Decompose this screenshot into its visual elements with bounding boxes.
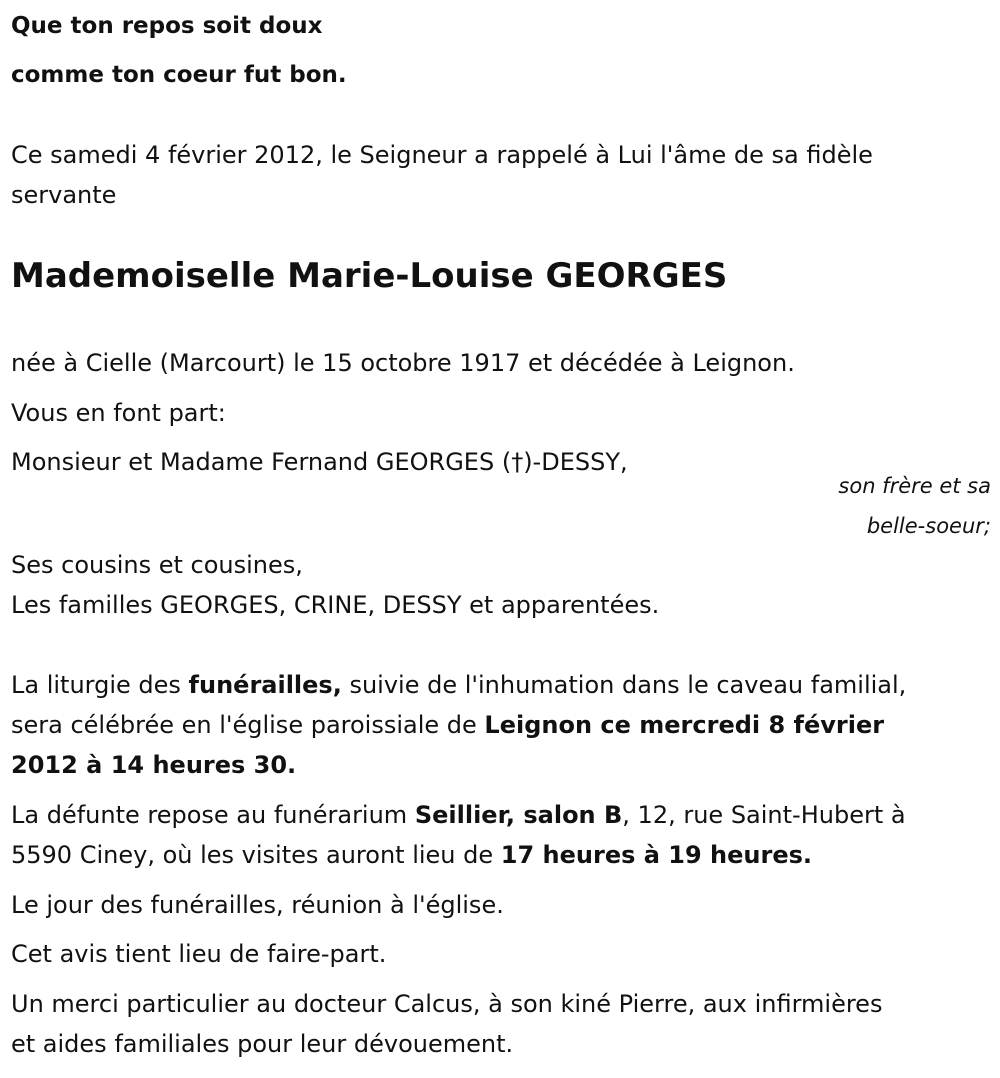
relation-line-1: son frère et sa bbox=[838, 474, 991, 498]
funeral-keyword: funérailles, bbox=[188, 671, 342, 699]
epitaph-line-1: Que ton repos soit doux bbox=[11, 13, 323, 39]
family-brother: Monsieur et Madame Fernand GEORGES (†)-DESSY, bbox=[11, 448, 628, 476]
announcement-intro: Vous en font part: bbox=[11, 399, 226, 427]
visitation-text: La défunte repose au funérarium bbox=[11, 801, 415, 829]
funeral-time: 2012 à 14 heures 30. bbox=[11, 751, 297, 779]
deceased-name: Mademoiselle Marie-Louise GEORGES bbox=[11, 256, 728, 296]
family-cousins: Ses cousins et cousines, bbox=[11, 551, 303, 579]
visitation-hours: 17 heures à 19 heures. bbox=[500, 841, 813, 869]
intro-line-2: servante bbox=[11, 181, 117, 209]
family-families: Les familles GEORGES, CRINE, DESSY et apparentées. bbox=[11, 591, 660, 619]
funeral-text: sera célébrée en l'église paroissiale de bbox=[11, 711, 485, 739]
funeral-text: suivie de l'inhumation dans le caveau familial, bbox=[341, 671, 907, 699]
notice-text: Cet avis tient lieu de faire-part. bbox=[11, 940, 387, 968]
thanks-line-1: Un merci particulier au docteur Calcus, à son kiné Pierre, aux infirmières bbox=[11, 990, 883, 1018]
funeral-home: Seillier, salon B bbox=[414, 801, 623, 829]
birth-death-text: née à Cielle (Marcourt) le 15 octobre 1917 et décédée à Leignon. bbox=[11, 349, 795, 377]
funeral-text: La liturgie des bbox=[11, 671, 189, 699]
funeral-line-2 bbox=[11, 705, 884, 745]
visitation-address: , 12, rue Saint-Hubert à bbox=[622, 801, 906, 829]
visitation-line-2 bbox=[11, 835, 812, 875]
relation-line-2: belle-soeur; bbox=[866, 514, 991, 538]
intro-line-1: Ce samedi 4 février 2012, le Seigneur a rappelé à Lui l'âme de sa fidèle bbox=[11, 141, 873, 169]
thanks-line-2: et aides familiales pour leur dévouement. bbox=[11, 1030, 514, 1058]
meeting-text: Le jour des funérailles, réunion à l'église. bbox=[11, 891, 504, 919]
funeral-place-date: Leignon ce mercredi 8 février bbox=[484, 711, 885, 739]
epitaph-line-2: comme ton coeur fut bon. bbox=[11, 62, 347, 88]
funeral-line-1 bbox=[11, 665, 906, 705]
visitation-text: 5590 Ciney, où les visites auront lieu de bbox=[11, 841, 501, 869]
visitation-line-1 bbox=[11, 795, 906, 835]
